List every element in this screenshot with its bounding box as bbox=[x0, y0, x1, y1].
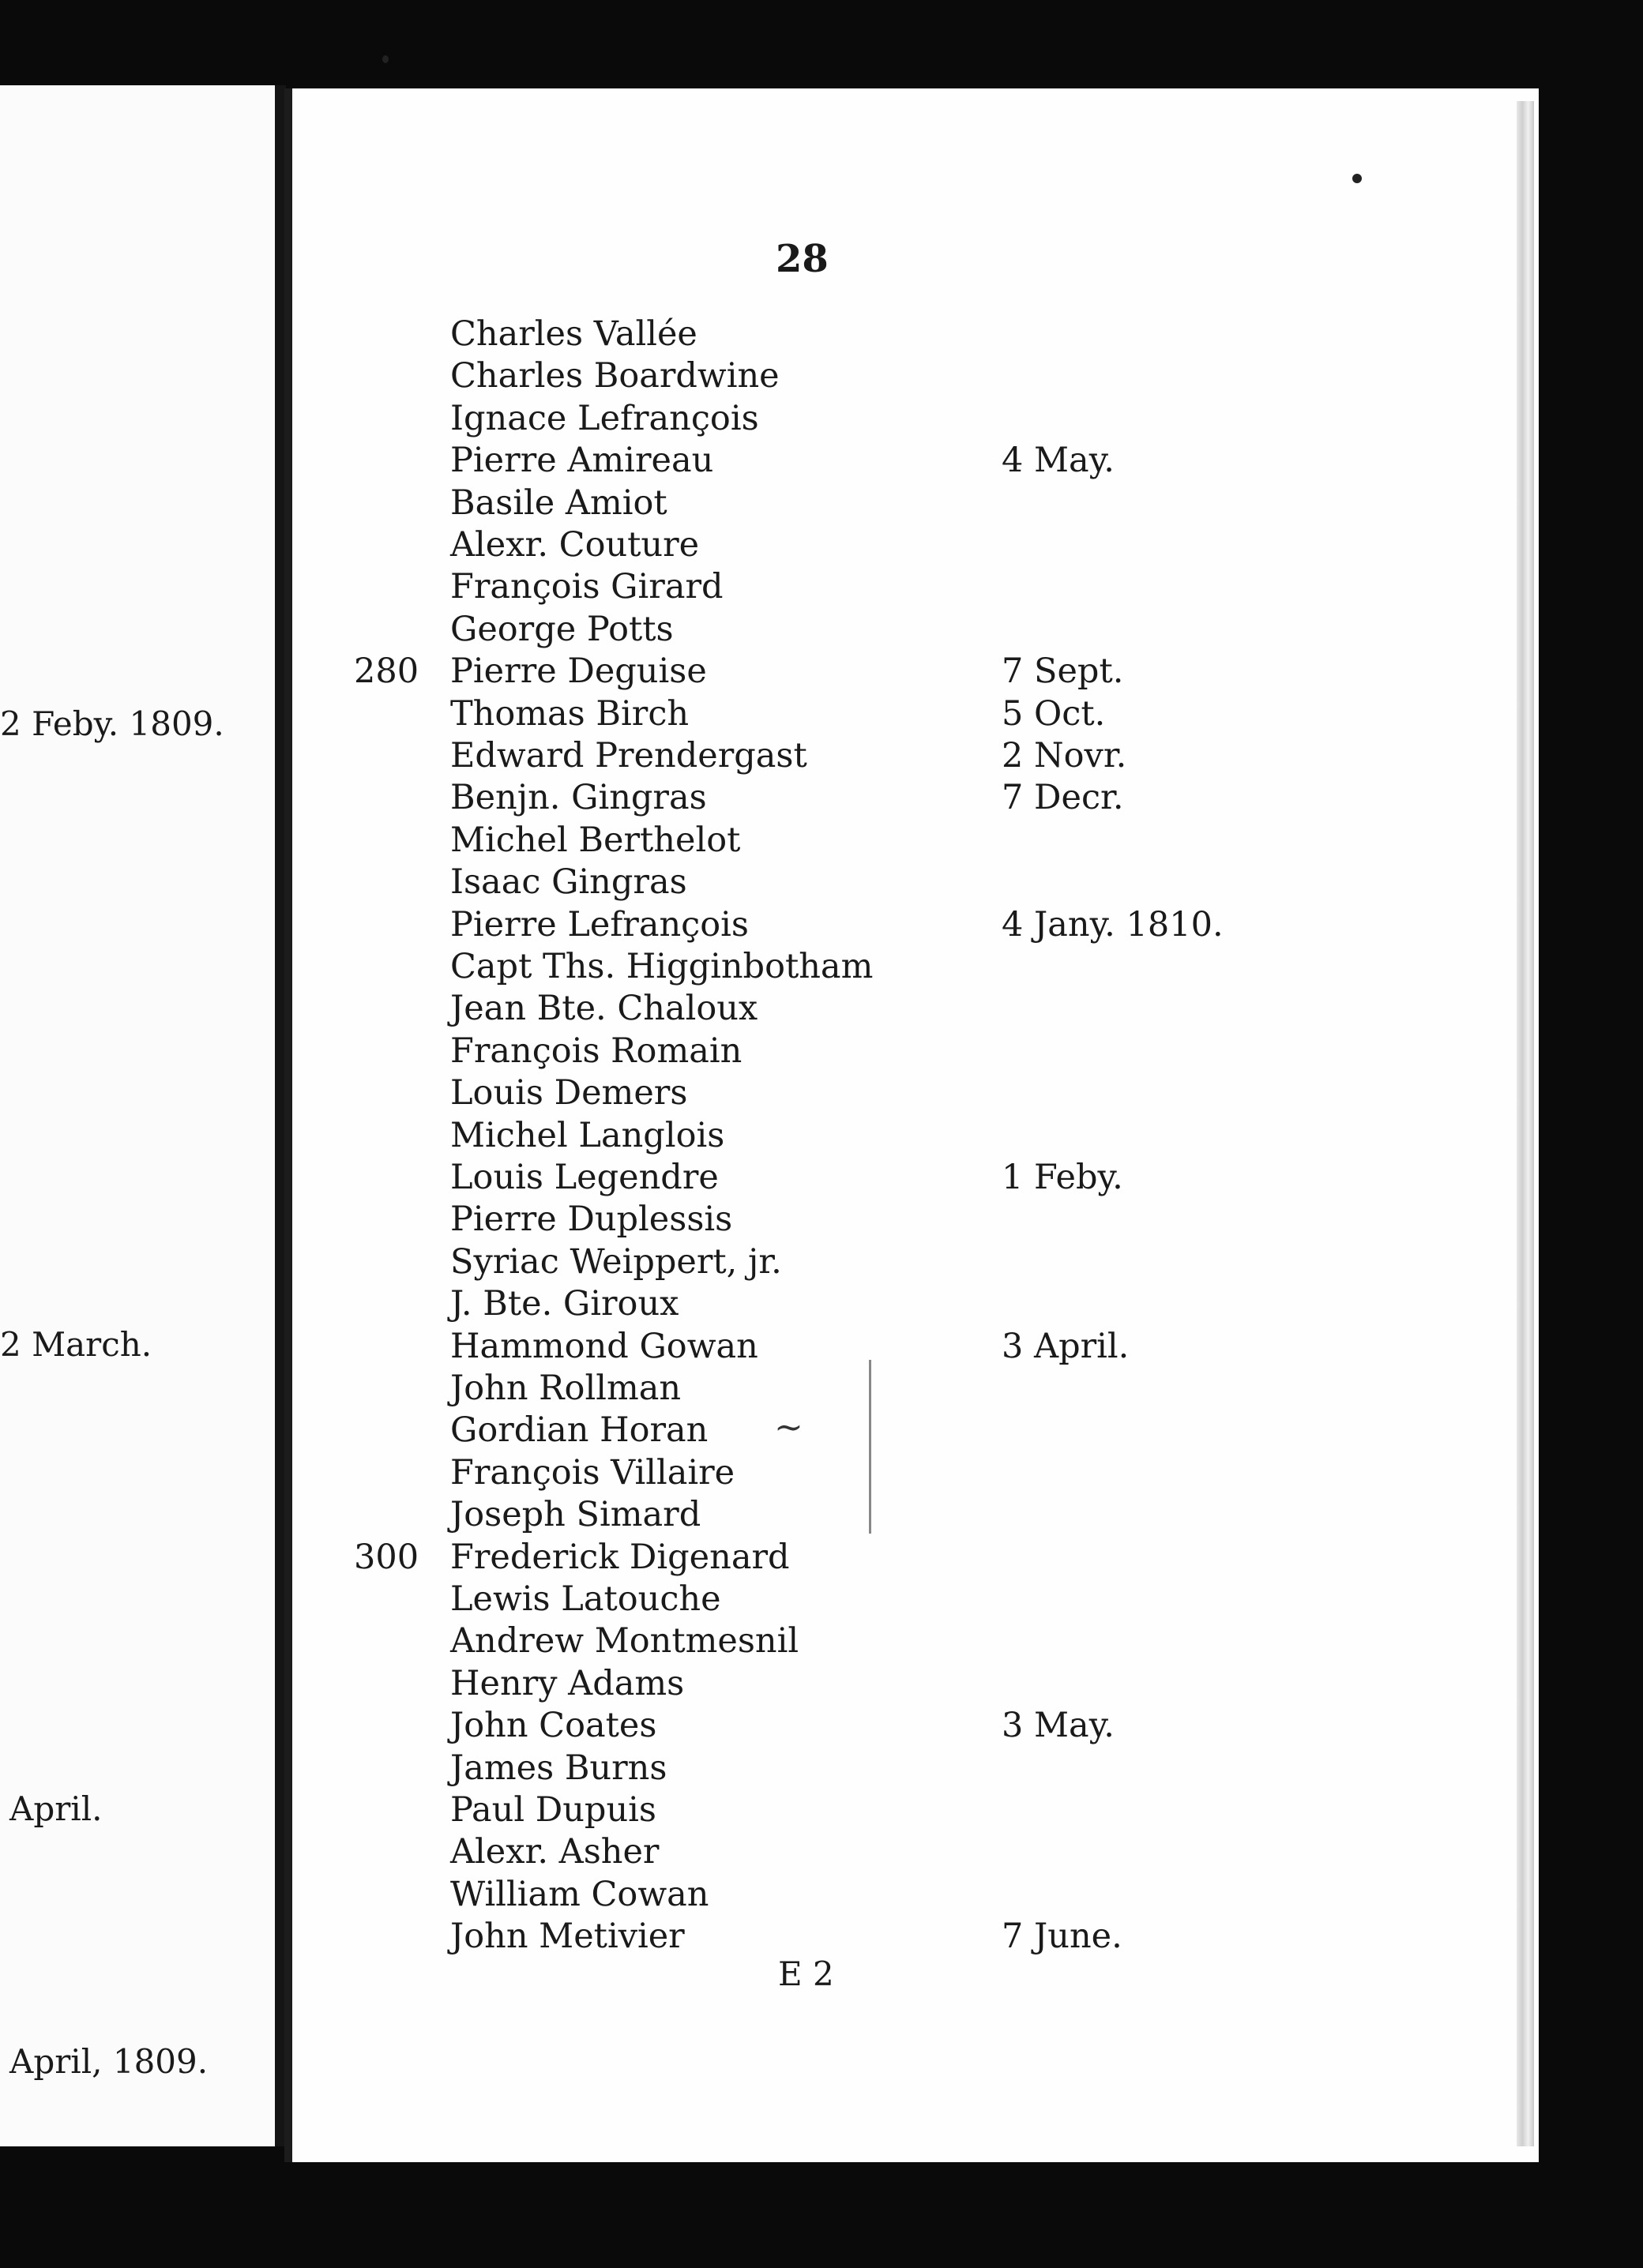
entry-name: François Villaire bbox=[450, 1453, 735, 1493]
entry-name: Benjn. Gingras bbox=[450, 778, 707, 817]
left-date: 2 Feby. 1809. bbox=[0, 704, 224, 743]
entry-number: 300 bbox=[354, 1538, 419, 1577]
entry-name: John Coates bbox=[450, 1706, 657, 1745]
entry-name: J. Bte. Giroux bbox=[450, 1284, 679, 1324]
entry-name: Paul Dupuis bbox=[450, 1790, 656, 1830]
speck bbox=[382, 55, 389, 63]
entry-name: François Romain bbox=[450, 1031, 743, 1071]
entry-name: Pierre Amireau bbox=[450, 441, 714, 480]
entry-date: 3 May. bbox=[1002, 1706, 1115, 1745]
entry-name: Pierre Duplessis bbox=[450, 1200, 733, 1239]
entry-name: Frederick Digenard bbox=[450, 1538, 790, 1577]
entry-date: 3 April. bbox=[1002, 1327, 1130, 1366]
entry-date: 4 May. bbox=[1002, 441, 1115, 480]
speck bbox=[1352, 174, 1362, 183]
entry-name: George Potts bbox=[450, 610, 674, 649]
entry-name: John Rollman bbox=[450, 1369, 682, 1408]
entry-name: Edward Prendergast bbox=[450, 736, 807, 775]
entry-date: 7 Decr. bbox=[1002, 778, 1124, 817]
entry-name: Lewis Latouche bbox=[450, 1579, 721, 1619]
page-edge bbox=[1517, 101, 1534, 2146]
entry-date: 4 Jany. 1810. bbox=[1002, 905, 1224, 944]
entry-name: James Burns bbox=[450, 1748, 667, 1788]
entry-name: Michel Berthelot bbox=[450, 820, 741, 860]
entry-date: 7 Sept. bbox=[1002, 651, 1124, 691]
page-number: 28 bbox=[776, 237, 829, 281]
left-page bbox=[0, 85, 286, 2146]
entry-name: Henry Adams bbox=[450, 1664, 685, 1703]
entry-name: Louis Demers bbox=[450, 1073, 688, 1113]
entry-name: Alexr. Couture bbox=[450, 525, 700, 565]
left-date: April. bbox=[9, 1789, 103, 1828]
printer-signature: E 2 bbox=[778, 1954, 834, 1993]
entry-date: 7 June. bbox=[1002, 1917, 1122, 1956]
entry-name: Ignace Lefrançois bbox=[450, 399, 759, 438]
margin-line bbox=[869, 1360, 871, 1534]
entry-name: Basile Amiot bbox=[450, 483, 667, 523]
entry-name: John Metivier bbox=[450, 1917, 685, 1956]
entry-name: Alexr. Asher bbox=[450, 1832, 660, 1872]
entry-name: Louis Legendre bbox=[450, 1158, 719, 1197]
entry-name: Thomas Birch bbox=[450, 694, 690, 734]
entry-name: Jean Bte. Chaloux bbox=[450, 989, 758, 1028]
entry-number: 280 bbox=[354, 651, 419, 691]
entry-date: 2 Novr. bbox=[1002, 736, 1127, 775]
entry-name: Charles Vallée bbox=[450, 314, 697, 354]
entry-name: Pierre Deguise bbox=[450, 651, 707, 691]
left-date: 2 March. bbox=[0, 1325, 152, 1364]
entry-name: Gordian Horan bbox=[450, 1410, 709, 1450]
entry-date: 5 Oct. bbox=[1002, 694, 1106, 734]
left-date: April, 1809. bbox=[9, 2042, 209, 2081]
entry-name: Isaac Gingras bbox=[450, 862, 687, 902]
entry-name: Hammond Gowan bbox=[450, 1327, 758, 1366]
entry-name: Charles Boardwine bbox=[450, 356, 780, 396]
entry-name: Syriac Weippert, jr. bbox=[450, 1242, 782, 1282]
entry-name: Capt Ths. Higginbotham bbox=[450, 947, 874, 986]
handwritten-mark-icon: ~ bbox=[774, 1407, 803, 1448]
entry-name: François Girard bbox=[450, 567, 724, 606]
entry-name: William Cowan bbox=[450, 1875, 709, 1914]
entry-name: Michel Langlois bbox=[450, 1116, 725, 1155]
entry-name: Pierre Lefrançois bbox=[450, 905, 749, 944]
entry-name: Andrew Montmesnil bbox=[450, 1621, 799, 1661]
entry-name: Joseph Simard bbox=[450, 1495, 701, 1534]
entry-date: 1 Feby. bbox=[1002, 1158, 1123, 1197]
